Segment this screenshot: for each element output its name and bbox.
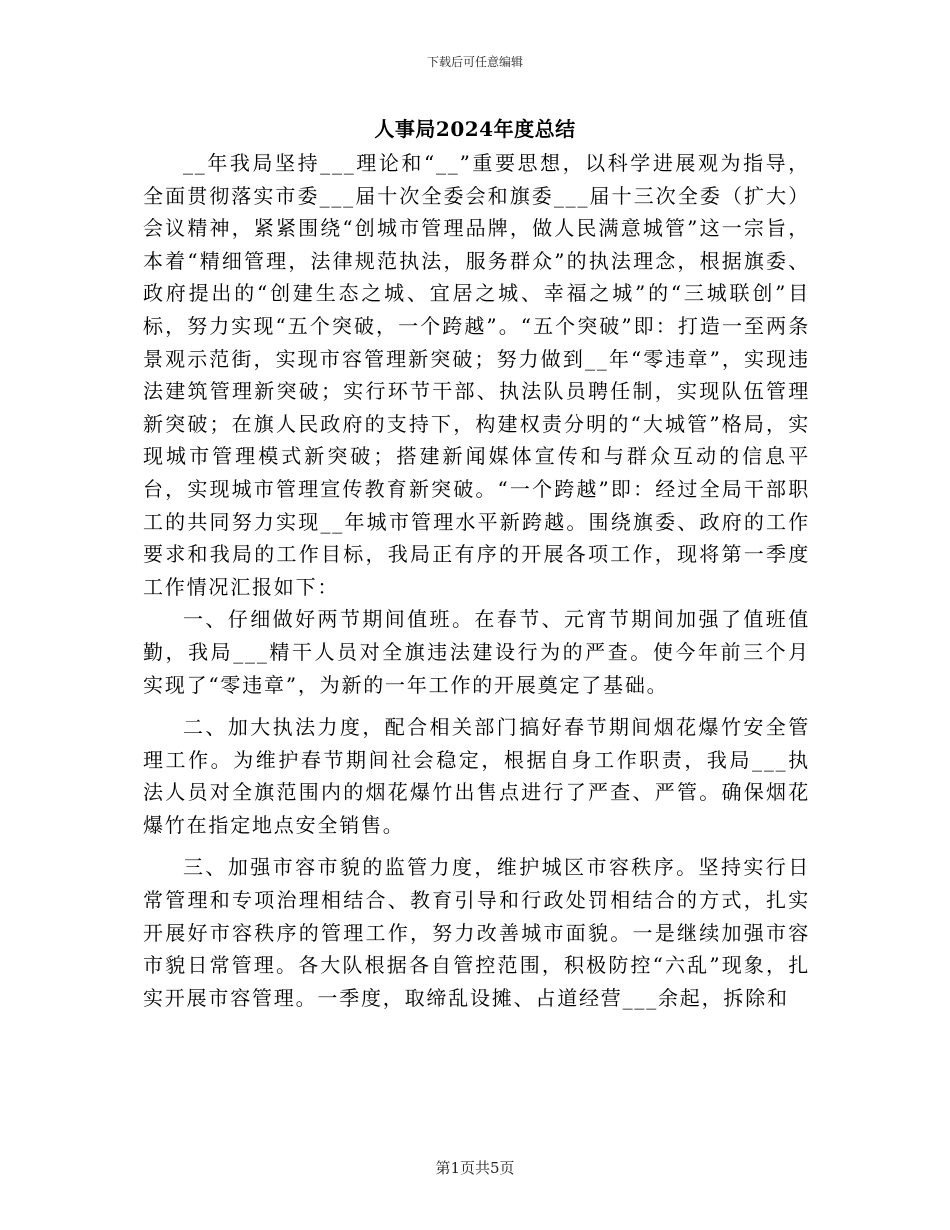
paragraph-item-3: 三、加强市容市貌的监管力度，维护城区市容秩序。坚持实行日常管理和专项治理相结合、教育引导和行政处罚相结合的方式，扎实开展好市容秩序的管理工作，努力改善城市面貌。一是继续加强市容市貌日常管理。各大队根据各自管控范围，积极防控“六乱”现象，扎实开展市容管理。一季度，取缔乱设摊、占道经营___余起，拆除和 [143, 855, 810, 1010]
document-body [143, 147, 810, 1014]
header-note: 下载后可任意编辑 [426, 55, 523, 69]
document-title: 人事局2024年度总结 [374, 117, 576, 141]
page-number: 第1页共5页 [435, 1159, 515, 1177]
paragraph-item-2: 二、加大执法力度，配合相关部门搞好春节期间烟花爆竹安全管理工作。为维护春节期间社会稳定，根据自身工作职责，我局___执法人员对全旗范围内的烟花爆竹出售点进行了严查、严管。确保烟花爆竹在指定地点安全销售。 [143, 715, 810, 837]
paragraph-intro: __年我局坚持___理论和“__”重要思想，以科学进展观为指导，全面贯彻落实市委___届十次全委会和旗委___届十三次全委（扩大）会议精神，紧紧围绕“创城市管理品牌，做人民满意城管”这一宗旨，本着“精细管理，法律规范执法，服务群众”的执法理念，根据旗委、政府提出的“创建生态之城、宜居之城、幸福之城”的“三城联创”目标，努力实现“五个突破，一个跨越”。“五个突破”即：打造一至两条景观示范街，实现市容管理新突破；努力做到__年“零违章”，实现违法建筑管理新突破；实行环节干部、执法队员聘任制，实现队伍管理新突破；在旗人民政府的支持下，构建权责分明的“大城管”格局，实现城市管理模式新突破；搭建新闻媒体宣传和与群众互动的信息平台，实现城市管理宣传教育新突破。“一个跨越”即：经过全局干部职工的共同努力实现__年城市管理水平新跨越。围绕旗委、政府的工作要求和我局的工作目标，我局正有序的开展各项工作，现将第一季度工作情况汇报如下： [143, 151, 810, 599]
paragraph-item-1: 一、仔细做好两节期间值班。在春节、元宵节期间加强了值班值勤，我局___精干人员对全旗违法建设行为的严查。使今年前三个月实现了“零违章”，为新的一年工作的开展奠定了基础。 [143, 607, 810, 697]
